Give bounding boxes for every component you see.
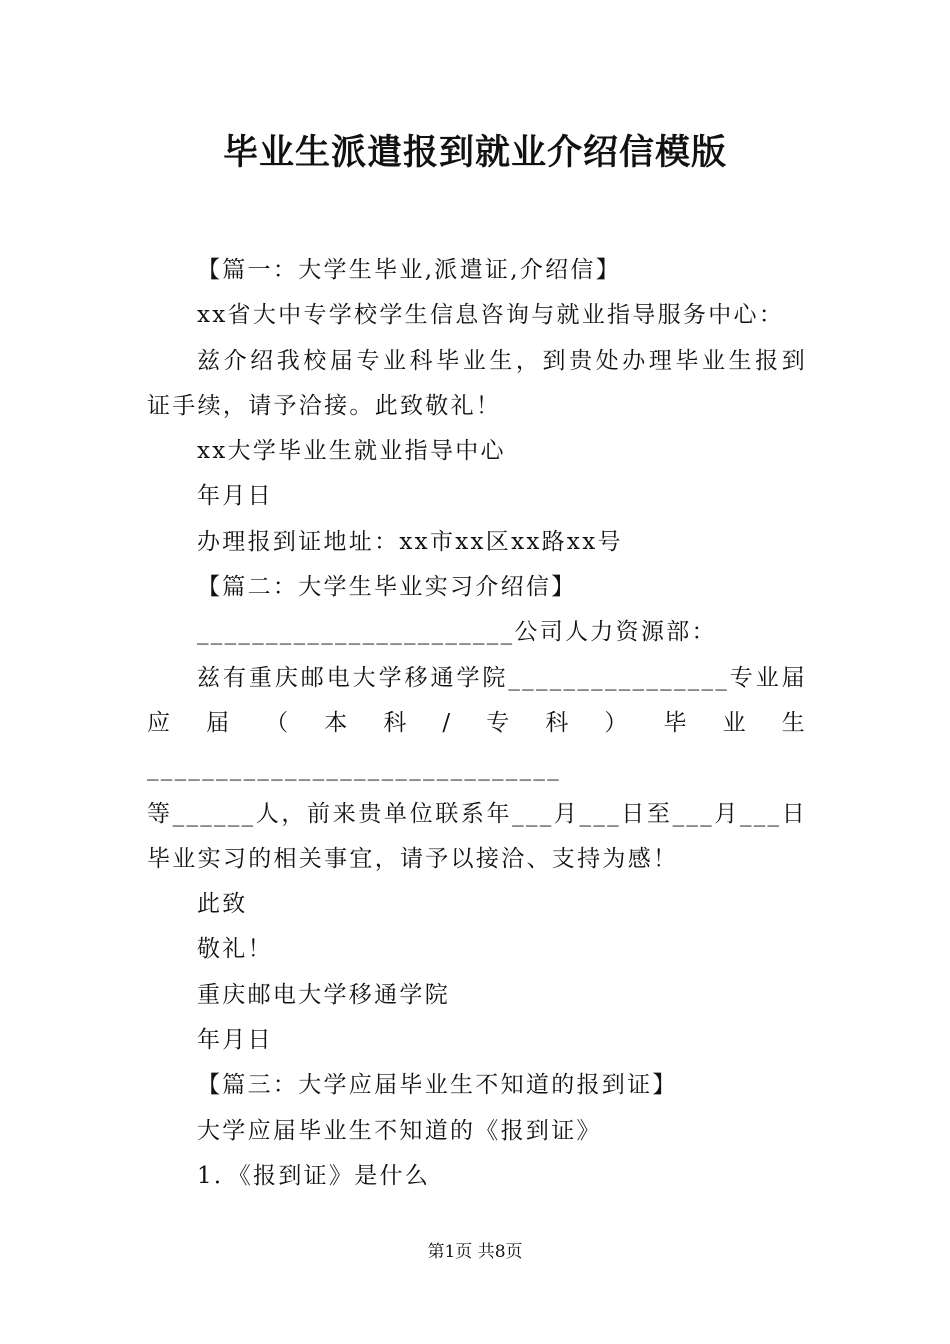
letter-recipient: xx省大中专学校学生信息咨询与就业指导服务中心： (197, 302, 785, 329)
letter-paragraph-line: 应届（本科/专科）毕业生______________________________ (147, 709, 807, 782)
section-subtitle: 大学应届毕业生不知道的《报到证》 (197, 1117, 602, 1144)
letter-date: 年月日 (197, 1027, 273, 1054)
numbered-item: 1．《报到证》是什么 (197, 1162, 431, 1189)
letter-paragraph-line: 证手续，请予洽接。此致敬礼！ (147, 392, 502, 419)
letter-signature: xx大学毕业生就业指导中心 (197, 438, 506, 465)
address-line: 办理报到证地址：xx市xx区xx路xx号 (197, 528, 623, 555)
letter-paragraph-line: 兹介绍我校届专业科毕业生，到贵处办理毕业生报到 (197, 347, 807, 374)
letter-signature: 重庆邮电大学移通学院 (197, 981, 450, 1008)
document-body (147, 248, 807, 1199)
section-heading-2: 【篇二：大学生毕业实习介绍信】 (197, 574, 577, 601)
letter-closing: 敬礼！ (197, 936, 273, 963)
letter-paragraph-line: 等______人，前来贵单位联系年___月___日至___月___日 (147, 800, 807, 827)
letter-paragraph-line: 兹有重庆邮电大学移通学院________________专业届 (197, 664, 807, 691)
document-title: 毕业生派遣报到就业介绍信模版 (222, 132, 727, 173)
letter-paragraph-line: 毕业实习的相关事宜，请予以接洽、支持为感！ (147, 845, 679, 872)
letter-date: 年月日 (197, 483, 273, 510)
section-heading-1: 【篇一：大学生毕业,派遣证,介绍信】 (197, 257, 622, 283)
letter-recipient: _______________________公司人力资源部： (197, 619, 717, 646)
letter-closing: 此致 (197, 891, 248, 918)
section-heading-3: 【篇三：大学应届毕业生不知道的报到证】 (197, 1072, 678, 1099)
page-footer: 第1页 共8页 (427, 1242, 523, 1262)
